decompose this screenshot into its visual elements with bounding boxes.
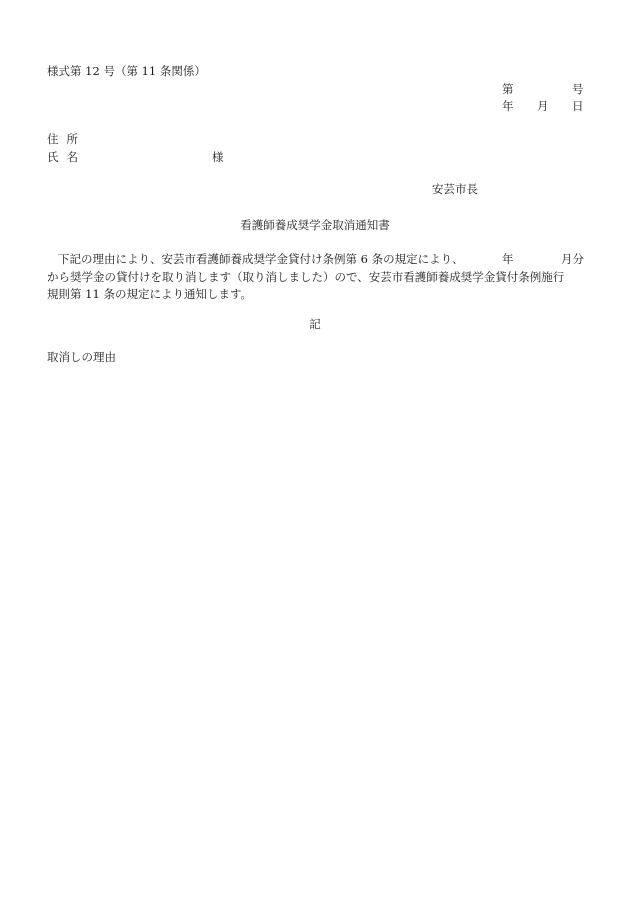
body-line-2: から奨学金の貸付けを取り消します（取り消しました）ので、安芸市看護師養成奨学金貸付条例施行 (47, 269, 565, 284)
form-number: 様式第 12 号（第 11 条関係） (47, 64, 206, 78)
document-number-suffix: 号 (572, 82, 584, 96)
body-line-3: 規則第 11 条の規定により通知します。 (47, 287, 253, 301)
date-day-label: 日 (572, 99, 584, 113)
body-month-label: 月分 (561, 252, 584, 266)
date-year-label: 年 (502, 99, 514, 113)
honorific: 様 (212, 150, 224, 164)
document-title: 看護師養成奨学金取消通知書 (240, 218, 390, 232)
body-line-1-text: 下記の理由により、安芸市看護師養成奨学金貸付け条例第 6 条の規定により、 (58, 252, 464, 266)
body-line-1 (47, 251, 585, 269)
body-paragraph (47, 251, 585, 304)
record-heading: 記 (309, 317, 321, 331)
issuer-name: 安芸市長 (432, 182, 478, 196)
cancellation-reason-label: 取消しの理由 (47, 350, 116, 364)
document-number-prefix: 第 (502, 82, 514, 96)
address-label: 住所 (47, 132, 86, 146)
body-year-label: 年 (502, 252, 514, 266)
name-label: 氏名 (47, 150, 86, 164)
date-month-label: 月 (537, 99, 549, 113)
